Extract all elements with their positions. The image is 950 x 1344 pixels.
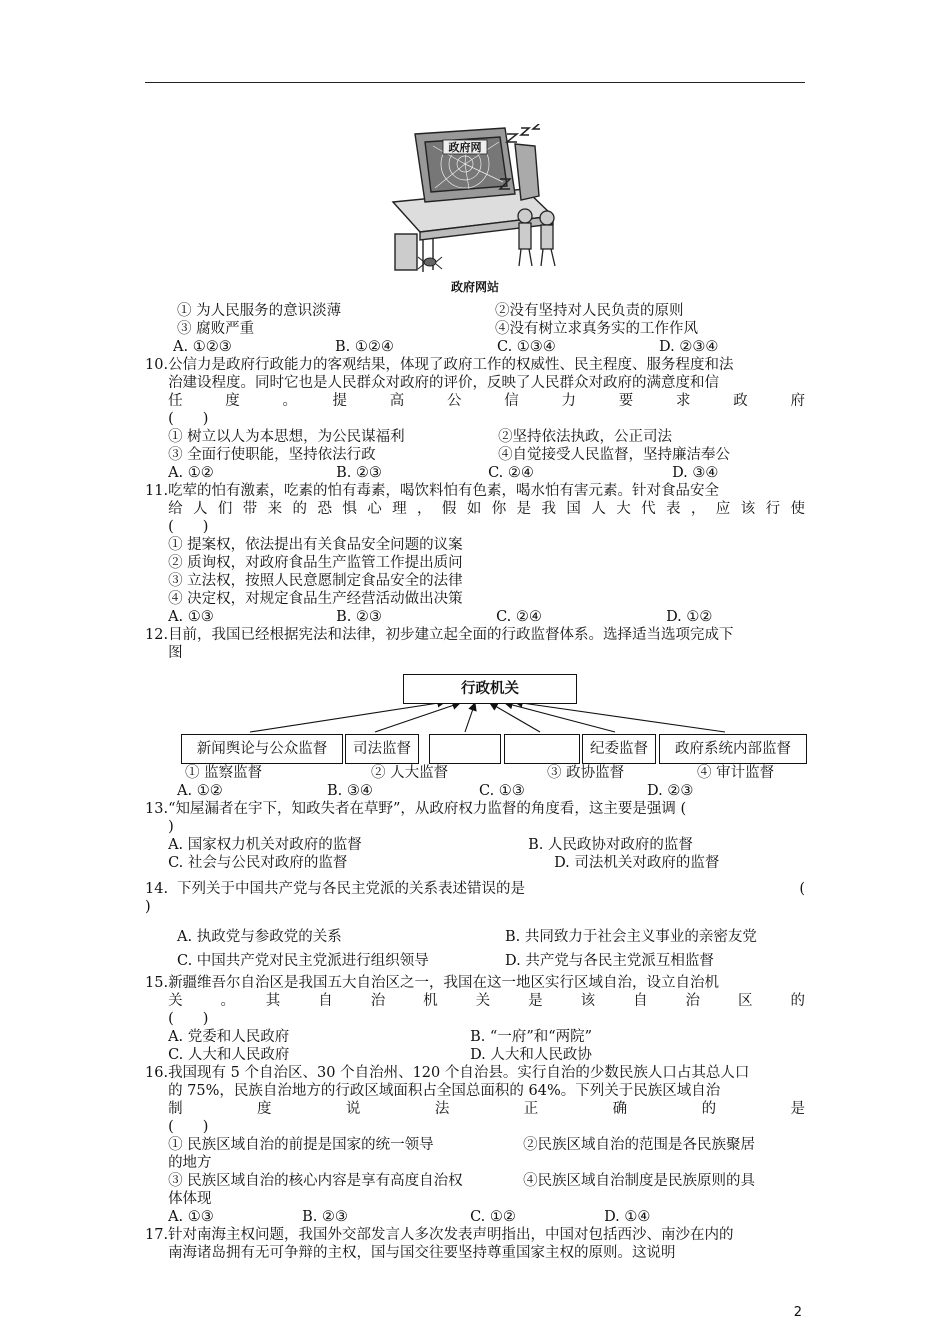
q13-option-b: B. 人民政协对政府的监督 [528, 837, 693, 853]
q10-statement-4: ④自觉接受人民监督，坚持廉洁奉公 [498, 447, 731, 463]
q11 [145, 482, 805, 626]
q16-statement-1: ① 民族区域自治的前提是国家的统一领导 [168, 1137, 434, 1153]
q9-statements-row2 [145, 320, 805, 338]
q10-statement-3: ③ 全面行使职能，坚持依法行政 [168, 447, 376, 463]
q13-option-c: C. 社会与公民对政府的监督 [168, 855, 348, 871]
q14-number: 14. [145, 881, 169, 897]
q9-options [145, 338, 805, 356]
q15-option-c: C. 人大和人民政府 [168, 1047, 290, 1063]
exam-page [145, 90, 805, 1262]
q12-statement-3: ③ 政协监督 [547, 765, 625, 781]
q12 [145, 626, 805, 662]
q13-number: 13. [145, 801, 169, 817]
header-rule [145, 82, 805, 83]
q15-option-a: A. 党委和人民政府 [168, 1029, 290, 1045]
q12-option-d: D. ②③ [647, 783, 694, 799]
q11-number: 11. [145, 483, 169, 499]
q9-option-a: A. ①②③ [173, 339, 232, 355]
q9-statement-3: ③ 腐败严重 [177, 321, 255, 337]
q14-line-1: 下列关于中国共产党与各民主党派的关系表述错误的是 [177, 881, 525, 897]
q16-statement-2: ②民族区域自治的范围是各民族聚居 [523, 1137, 756, 1153]
q10-number: 10. [145, 357, 169, 373]
q12-number: 12. [145, 627, 169, 643]
q9-option-c: C. ①③④ [497, 339, 556, 355]
q11-option-b: B. ②③ [336, 609, 382, 625]
q17 [145, 1226, 805, 1262]
diagram-box-discipline: 纪委监督 [582, 734, 656, 764]
q9-statement-1: ① 为人民服务的意识淡薄 [177, 303, 342, 319]
q17-number: 17. [145, 1227, 169, 1243]
q11-paren: ( ) [168, 519, 209, 535]
supervision-diagram [145, 672, 805, 764]
q14-option-c: C. 中国共产党对民主党派进行组织领导 [177, 953, 429, 969]
q14-option-b: B. 共同致力于社会主义事业的亲密友党 [505, 929, 757, 945]
q16-option-a: A. ①③ [168, 1209, 214, 1225]
q16-number: 16. [145, 1065, 169, 1081]
diagram-top-box: 行政机关 [403, 674, 577, 704]
q12-option-a: A. ①② [177, 783, 223, 799]
government-website-cartoon [375, 124, 575, 274]
q11-statement-1: ① 提案权，依法提出有关食品安全问题的议案 [168, 537, 463, 553]
q16-line-1: 我国现有 5 个自治区、30 个自治州、120 个自治县。实行自治的少数民族人口占其总人口 [168, 1065, 750, 1081]
q12-statement-2: ② 人大监督 [371, 765, 449, 781]
q10-paren: ( ) [168, 411, 209, 427]
q15-option-b: B. “一府”和“两院” [470, 1029, 593, 1045]
q16-paren: ( ) [168, 1119, 209, 1135]
q9-statement-2: ②没有坚持对人民负责的原则 [495, 303, 684, 319]
q10-line-3: 任 度 。 提 高 公 信 力 要 求 政 府 [168, 393, 805, 409]
q11-line-1: 吃荤的怕有激素，吃素的怕有毒素，喝饮料怕有色素，喝水怕有害元素。针对食品安全 [168, 483, 720, 499]
q9-option-b: B. ①②④ [335, 339, 394, 355]
q16-statement-2-cont: 的地方 [168, 1155, 212, 1171]
q16-line-2: 的 75%，民族自治地方的行政区域面积占全国总面积的 64%。下列关于民族区域自治 [168, 1083, 721, 1099]
page-number: 2 [793, 1305, 802, 1320]
q11-option-a: A. ①③ [168, 609, 214, 625]
q12-statements [145, 764, 805, 782]
q12-options [145, 782, 805, 800]
cartoon-caption: 政府网站 [450, 280, 499, 294]
q9-option-d: D. ②③④ [659, 339, 719, 355]
diagram-box-blank-2 [504, 734, 580, 764]
q14-option-a: A. 执政党与参政党的关系 [177, 929, 342, 945]
cartoon-screen-title: 政府网 [448, 141, 482, 154]
diagram-box-news: 新闻舆论与公众监督 [181, 734, 343, 764]
q14 [145, 880, 805, 898]
q15-number: 15. [145, 975, 169, 991]
q10-option-d: D. ③④ [672, 465, 719, 481]
q15-paren: ( ) [168, 1011, 209, 1027]
q15-option-d: D. 人大和人民政协 [470, 1047, 592, 1063]
diagram-box-judicial: 司法监督 [345, 734, 419, 764]
q12-statement-4: ④ 审计监督 [697, 765, 775, 781]
q16 [145, 1064, 805, 1226]
q14-paren-close: ) [145, 899, 151, 915]
q10-line-1: 公信力是政府行政能力的客观结果，体现了政府工作的权威性、民主程度、服务程度和法 [168, 357, 734, 373]
q10-option-c: C. ②④ [488, 465, 534, 481]
q16-statement-4: ④民族区域自治制度是民族原则的具 [523, 1173, 756, 1189]
q16-line-3: 制 度 说 法 正 确 的 是 [168, 1101, 805, 1117]
q13-line-1: “知屋漏者在宇下，知政失者在草野”，从政府权力监督的角度看，这主要是强调 ( [168, 801, 687, 817]
diagram-box-internal: 政府系统内部监督 [659, 734, 807, 764]
q16-statement-4-cont: 体体现 [168, 1191, 212, 1207]
q15-line-2: 关 。 其 自 治 机 关 是 该 自 治 区 的 [168, 993, 805, 1009]
q16-option-c: C. ①② [470, 1209, 516, 1225]
q16-option-d: D. ①④ [604, 1209, 651, 1225]
diagram-box-blank-1 [429, 734, 501, 764]
q10-option-b: B. ②③ [336, 465, 382, 481]
q13 [145, 800, 805, 872]
q11-line-2: 给人们带来的恐惧心理，假如你是我国人大代表，应该行使 [168, 501, 805, 517]
q9-statement-4: ④没有树立求真务实的工作作风 [495, 321, 698, 337]
q9-statements-row1 [145, 302, 805, 320]
q10-statement-2: ②坚持依法执政，公正司法 [498, 429, 673, 445]
q14-paren-open: ( [799, 881, 805, 897]
q17-line-1: 针对南海主权问题，我国外交部发言人多次发表声明指出，中国对包括西沙、南沙在内的 [168, 1227, 734, 1243]
q10 [145, 356, 805, 482]
q15 [145, 974, 805, 1064]
q12-line-1: 目前，我国已经根据宪法和法律，初步建立起全面的行政监督体系。选择适当选项完成下 [168, 627, 734, 643]
q15-line-1: 新疆维吾尔自治区是我国五大自治区之一，我国在这一地区实行区域自治，设立自治机 [168, 975, 720, 991]
q12-option-c: C. ①③ [479, 783, 525, 799]
q10-line-2: 治建设程度。同时它也是人民群众对政府的评价，反映了人民群众对政府的满意度和信 [168, 375, 720, 391]
q10-statement-1: ① 树立以人为本思想，为公民谋福利 [168, 429, 405, 445]
q16-statement-3: ③ 民族区域自治的核心内容是享有高度自治权 [168, 1173, 463, 1189]
q12-option-b: B. ③④ [327, 783, 373, 799]
q11-option-c: C. ②④ [496, 609, 542, 625]
q17-line-2: 南海诸岛拥有无可争辩的主权，国与国交往要坚持尊重国家主权的原则。这说明 [168, 1245, 676, 1261]
q12-line-2: 图 [168, 645, 183, 661]
q11-statement-2: ② 质询权，对政府食品生产监管工作提出质问 [168, 555, 463, 571]
q14-option-d: D. 共产党与各民主党派互相监督 [505, 953, 714, 969]
q11-statement-3: ③ 立法权，按照人民意愿制定食品安全的法律 [168, 573, 463, 589]
q13-option-d: D. 司法机关对政府的监督 [554, 855, 720, 871]
q13-option-a: A. 国家权力机关对政府的监督 [168, 837, 362, 853]
q12-statement-1: ① 监察监督 [185, 765, 263, 781]
q13-line-2: ) [168, 819, 174, 835]
q16-option-b: B. ②③ [302, 1209, 348, 1225]
q11-option-d: D. ①② [666, 609, 713, 625]
q10-option-a: A. ①② [168, 465, 214, 481]
q11-statement-4: ④ 决定权，对规定食品生产经营活动做出决策 [168, 591, 463, 607]
